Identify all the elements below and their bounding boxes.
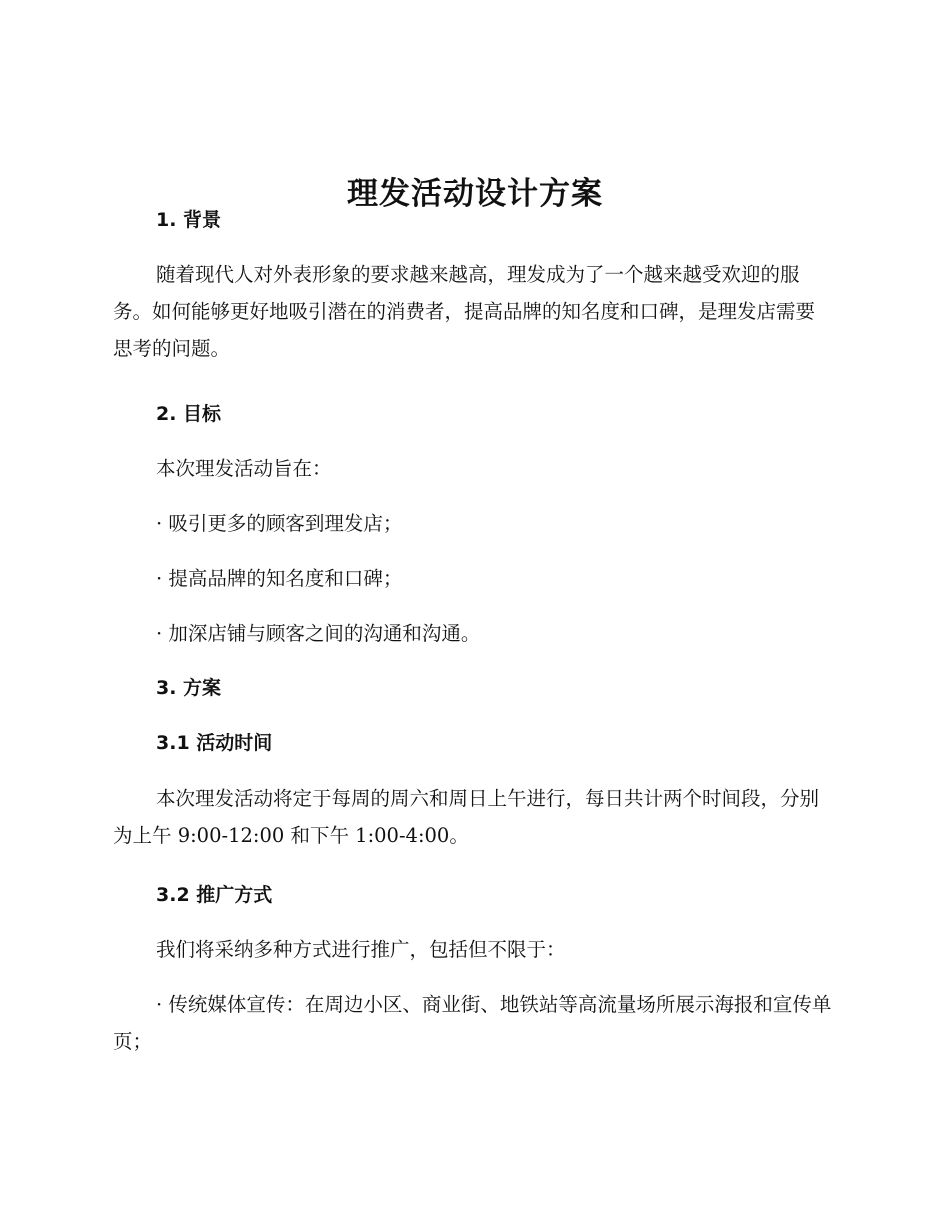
document-title: 理发活动设计方案 [347,175,603,212]
background-paragraph: 随着现代人对外表形象的要求越来越高，理发成为了一个越来越受欢迎的服务。如何能够更好地吸引潜在的消费者，提高品牌的知名度和口碑，是理发店需要思考的问题。 [113,263,816,360]
goal-item: · 吸引更多的顾客到理发店； [156,512,403,535]
section-heading-background: 1. 背景 [156,209,222,231]
goal-item: · 加深店铺与顾客之间的沟通和沟通。 [156,622,481,645]
subsection-heading-time: 3.1 活动时间 [156,732,273,754]
subsection-heading-promotion: 3.2 推广方式 [156,884,273,906]
goals-intro: 本次理发活动旨在： [156,457,332,480]
section-heading-goals: 2. 目标 [156,403,222,425]
time-paragraph: 本次理发活动将定于每周的周六和周日上午进行，每日共计两个时间段，分别为上午 9:00-12:00 和下午 1:00-4:00。 [113,787,820,847]
section-heading-plan: 3. 方案 [156,677,222,699]
promotion-intro: 我们将采纳多种方式进行推广，包括但不限于： [156,938,566,961]
goal-item: · 提高品牌的知名度和口碑； [156,567,403,590]
promotion-item: · 传统媒体宣传：在周边小区、商业街、地铁站等高流量场所展示海报和宣传单页； [113,993,832,1053]
